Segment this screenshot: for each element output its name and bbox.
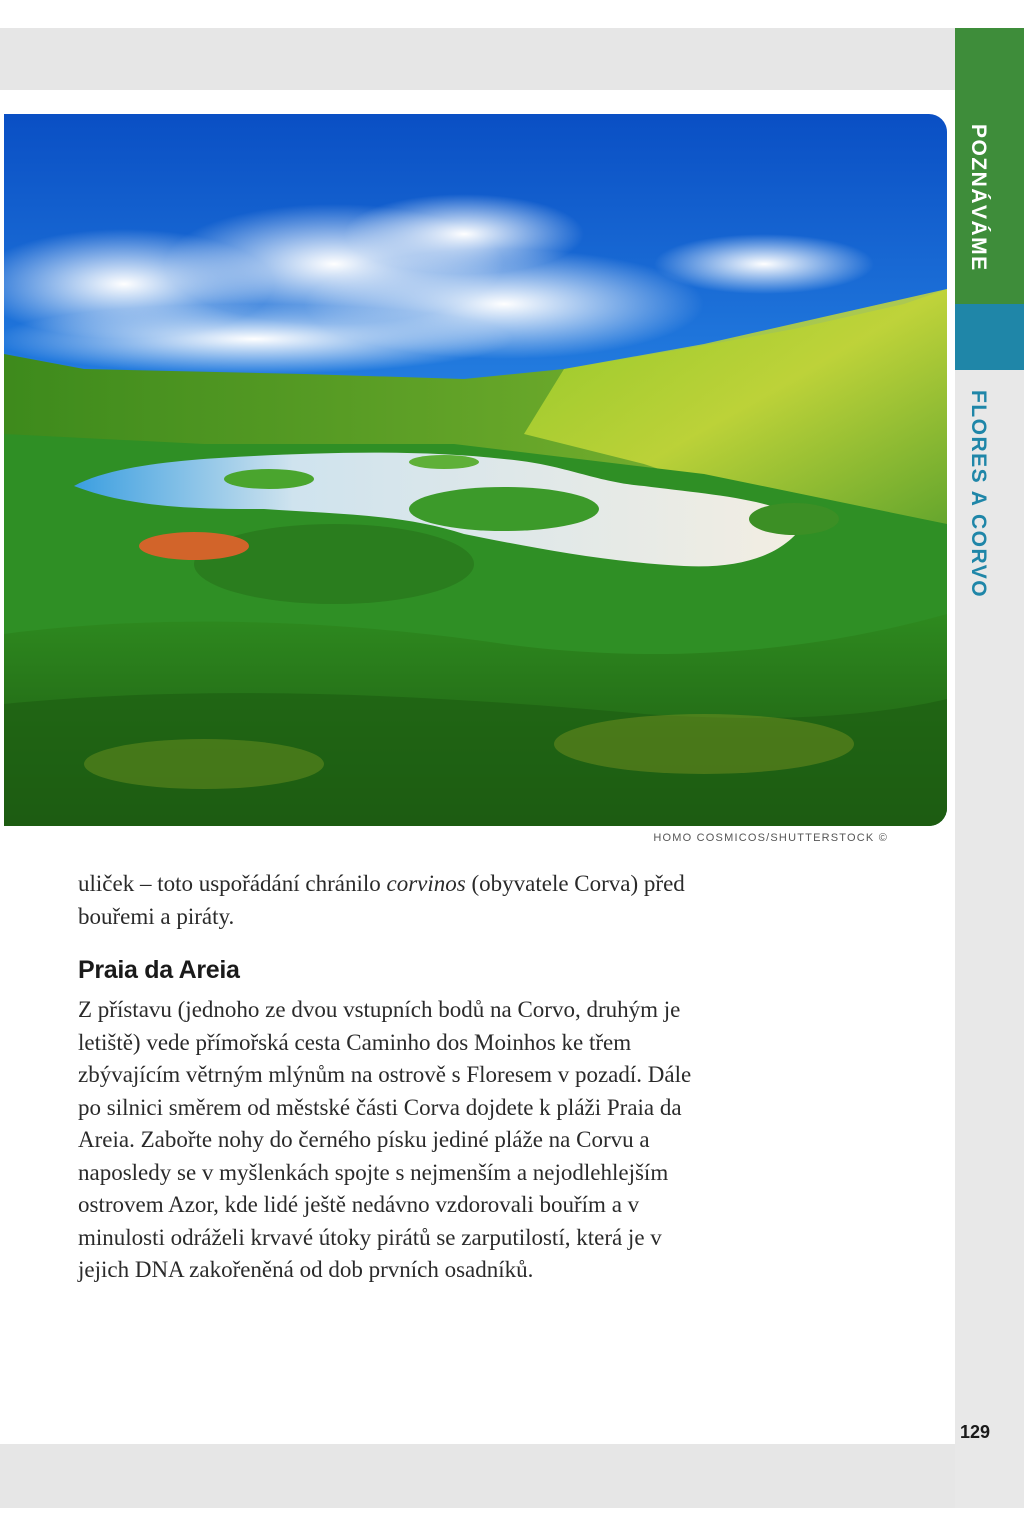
chapter-tab [955, 304, 1024, 370]
footer-band [0, 1444, 955, 1508]
paragraph-intro [78, 868, 698, 933]
chapter-label: FLORES A CORVO [967, 390, 990, 599]
landscape-photo [4, 114, 947, 826]
photo-credit: HOMO COSMICOS/SHUTTERSTOCK © [653, 832, 888, 844]
header-band [0, 28, 955, 90]
page-number: 129 [960, 1422, 991, 1442]
paragraph-intro-text: uliček – toto uspořádání chránilo [78, 871, 387, 896]
section-label: POZNÁVÁME [967, 124, 990, 272]
section-heading: Praia da Areia [78, 956, 240, 984]
paragraph-body: Z přístavu (jednoho ze dvou vstupních bodů na Corvo, druhým je letiště) vede přímořská cesta Caminho dos Moinhos ke třem zbývajícím větrným mlýnům na ostrově s Floresem v pozadí. Dále po silnici směrem od městské části Corva dojdete k pláži Praia da Areia. Zabořte nohy do černého písku jediné pláže na Corvu a naposledy se v myšlenkách spojte s nejmenším a nejodlehlejším ostrovem Azor, kde lidé ještě nedávno vzdorovali bouřím a v minulosti odráželi krvavé útoky pirátů se zarputilostí, která je v jejich DNA zakořeněná od dob prvních osadníků. [78, 997, 692, 1282]
paragraph-intro-text-end: (obyvatele Corva) před bouřemi a piráty. [78, 871, 685, 929]
italic-term: corvinos [386, 871, 466, 896]
